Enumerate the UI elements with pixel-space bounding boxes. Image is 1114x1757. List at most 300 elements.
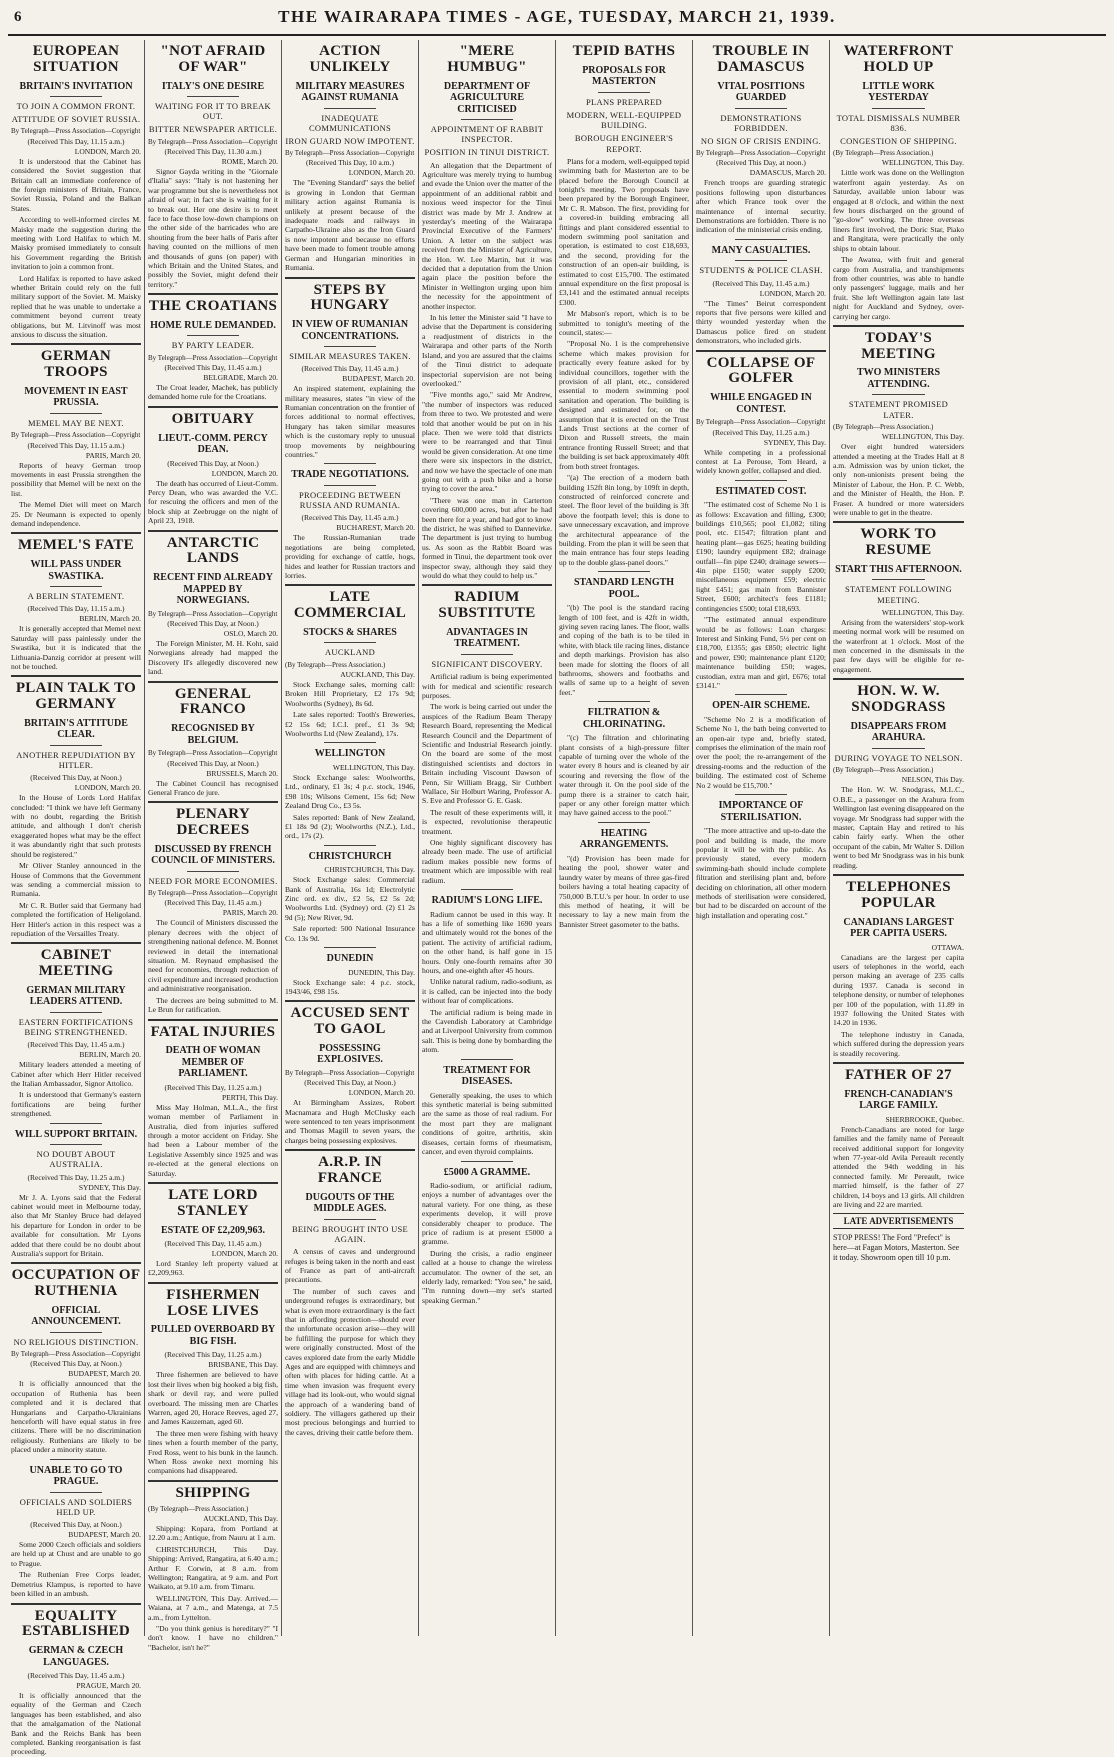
article-subheading: START THIS AFTERNOON. bbox=[835, 563, 962, 575]
column-6 bbox=[693, 40, 830, 1636]
article-paragraph: The Croat leader, Machek, has publicly demanded home rule for the Croatians. bbox=[148, 383, 278, 402]
dateline: LONDON, March 20. bbox=[211, 1249, 278, 1259]
section-divider bbox=[324, 947, 376, 948]
article-divider bbox=[422, 584, 552, 586]
article-paragraph: Generally speaking, the uses to which this synthetic material is being submitted are the same as those of real radium. For the most part they are malignant conditions of goitre, arthritis, skin diseases, certain forms of rheumatism, cancer, and even thyroid complaints. bbox=[422, 1090, 552, 1157]
article-paragraph: It is understood that Germany's eastern fortifications are being further strengthened. bbox=[11, 1090, 141, 1119]
section-divider bbox=[598, 571, 650, 572]
received-time: (Received This Day, at Noon.) bbox=[167, 619, 259, 629]
article bbox=[833, 325, 964, 518]
article bbox=[285, 742, 415, 840]
article-deck: STUDENTS & POLICE CLASH. bbox=[699, 265, 823, 276]
article-deck: APPOINTMENT OF RABBIT INSPECTOR. bbox=[430, 124, 544, 145]
article-headline: LATE COMMERCIAL bbox=[293, 589, 407, 622]
dateline: WELLINGTON, This Day. bbox=[881, 607, 964, 617]
article-subheading: BRITAIN'S ATTITUDE CLEAR. bbox=[24, 717, 128, 741]
received-time: (Received This Day, at Noon.) bbox=[167, 758, 259, 768]
late-advertisements-label: LATE ADVERTISEMENTS bbox=[833, 1213, 964, 1229]
article-paragraph: It is officially announced that the equality of the German and Czech languages has been established, and also that the amalgamation of the National Bank and the Reichs Bank has been completed. Banking reorganisation is fast proceeding. bbox=[11, 1691, 141, 1757]
article bbox=[422, 44, 552, 580]
article bbox=[285, 1149, 415, 1437]
article-paragraph: A census of caves and underground refuges is being taken in the north and east of France as part of anti-aircraft precautions. bbox=[285, 1247, 415, 1285]
article-deck: NO RELIGIOUS DISTINCTION. bbox=[13, 1336, 139, 1347]
article-paragraph: The Foreign Minister, M. H. Koht, said Norwegians already had mapped the Discovery II's allegedly discovered new land. bbox=[148, 639, 278, 677]
article-deck: TO JOIN A COMMON FRONT. bbox=[16, 101, 136, 111]
article-deck: PROCEEDING BETWEEN RUSSIA AND RUMANIA. bbox=[299, 489, 401, 511]
article-paragraph: Over eight hundred watersiders attended a meeting at the Trades Hall at 8 a.m. Admission was by union ticket, the only non-unionists present being the Minister of Labour, the Hon. P. C. Webb, and the Minister of Health, the Hon. P. Fraser. A hundred or more watersiders were unable to get in the theatre. bbox=[833, 442, 964, 518]
deck-rule bbox=[187, 871, 239, 872]
article bbox=[148, 801, 278, 1014]
article-paragraph: It is generally accepted that Memel next Saturday will pass painlessly under the Swastika, but it is indicated that the Lithuania-Danzig corridor at present will not be touched. bbox=[11, 624, 141, 671]
wire-credit: By Telegraph—Press Association—Copyright bbox=[11, 1350, 141, 1359]
article bbox=[11, 1603, 141, 1757]
article-headline: THE CROATIANS bbox=[148, 298, 278, 315]
article-paragraph: In the House of Lords Lord Halifax concluded: "I think we have left Germany with no doubt, regarding the British attitude, and although I don't cherish exaggerated hopes what may be the effect it was abundantly right that such protests should be registered." bbox=[11, 793, 141, 859]
article-paragraph: Miss May Holman, M.L.A., the first woman member of Parliament in Australia, died from injuries suffered through a motor accident on Friday. She had been a Labour member of the Legislative Assembly since 1925 and was re-elected at the general elections on Saturday. bbox=[148, 1102, 278, 1178]
article-headline: GENERAL FRANCO bbox=[174, 685, 252, 718]
dateline: LONDON, March 20. bbox=[74, 783, 141, 793]
deck-rule bbox=[50, 413, 102, 414]
article-paragraph: The Hon. W. W. Snodgrass, M.L.C., O.B.E., a passenger on the Arahura from Wellington last evening disappeared on the voyage. Mr Snodgrass had supper with the master, Captain Hay and retired to his cabin fairly early. When the other occupant of the cabin, Mr Walter S. Dillon went to bed Mr Snodgrass was in his bunk reading. bbox=[833, 785, 964, 870]
deck-rule bbox=[872, 394, 924, 395]
article-paragraph: "Five months ago," said Mr Andrew, "the number of inspectors was reduced from three to two. We protested and were told that another would be put on in his place. Then we were told that districts were to be rearranged and that Tinui would be given consideration. At one time there were six inspectors in the district, and now we have the spectacle of one man going out with a push bike and a horse trying to cover the area." bbox=[422, 390, 552, 494]
wire-credit: By Telegraph—Press Association—Copyright bbox=[11, 431, 141, 440]
article-subheading: ESTATE OF £2,209,963. bbox=[161, 1224, 265, 1236]
article-subheading: WILL SUPPORT BRITAIN. bbox=[14, 1128, 138, 1140]
article-paragraph: In his letter the Minister said "I have to advise that the Department is considering a readjustment of districts in the Wairarapa and other parts of the North Island, and you are assured that the claims of the Tinui district to adequate inspectorial supervision are not being overlooked." bbox=[422, 313, 552, 388]
masthead bbox=[8, 0, 1106, 36]
article-subheading: STOCKS & SHARES bbox=[303, 626, 397, 638]
received-time: (Received This Day, 11.45 a.m.) bbox=[164, 1239, 262, 1249]
section-divider bbox=[461, 889, 513, 890]
article-paragraph: Three fishermen are believed to have lost their lives when big hooked a big fish, shark or devil ray, and were pulled overboard. The missing men are Charles Warren, aged 20, Horace Reeves, aged 27, and James Kauzeman, aged 60. bbox=[148, 1370, 278, 1427]
stop-press-advert: STOP PRESS! The Ford "Prefect" is here—at Fagan Motors, Masterton. See it today. Showroom open till 10 p.m. bbox=[833, 1233, 960, 1263]
deck-rule bbox=[50, 1492, 102, 1493]
article-subheading: GERMAN & CZECH LANGUAGES. bbox=[28, 1645, 124, 1668]
article-paragraph: Mr J. A. Lyons said that the Federal cabinet would meet in Melbourne today, also that Mr Stanley Bruce had delayed his departure for London in order to be available for consultation. Mr Lyons added that there could be no doubt about Australia's support for Britain. bbox=[11, 1192, 141, 1258]
dateline: BUCHAREST, March 20. bbox=[336, 523, 415, 533]
article-subheading: VITAL POSITIONS GUARDED bbox=[717, 80, 805, 103]
article-deck: A BERLIN STATEMENT. bbox=[27, 591, 125, 602]
dateline: PARIS, March 20. bbox=[222, 908, 278, 918]
article-paragraph: The decrees are being submitted to M. Le Brun for ratification. bbox=[148, 995, 278, 1015]
article bbox=[285, 845, 415, 943]
article-paragraph: The Council of Ministers discussed the plenary decrees with the object of strengthening national defence. M. Bonnet reviewed in detail the international situation. M. Reynaud emphasised the need for economies, through reduction of civil expenditure and increased production and administrative reorganisation. bbox=[148, 918, 278, 994]
dateline: NELSON, This Day. bbox=[901, 775, 964, 785]
deck-rule bbox=[187, 96, 239, 97]
article-headline: EQUALITY ESTABLISHED bbox=[21, 1607, 131, 1640]
section-divider bbox=[50, 1123, 102, 1124]
article bbox=[559, 44, 689, 567]
article-paragraph: The Memel Diet will meet on March 25. Dr Neumann is expected to openly demand independence. bbox=[11, 500, 141, 528]
article bbox=[285, 947, 415, 996]
article bbox=[559, 822, 689, 929]
article-deck: ATTITUDE OF SOVIET RUSSIA. bbox=[11, 114, 141, 125]
article-deck: BY PARTY LEADER. bbox=[171, 340, 255, 351]
article-subheading: HOME RULE DEMANDED. bbox=[150, 319, 276, 331]
article-subheading: PROPOSALS FOR MASTERTON bbox=[582, 64, 666, 88]
received-time: (Received This Day, 11.45 a.m.) bbox=[164, 898, 262, 908]
deck-rule bbox=[872, 748, 924, 749]
article-paragraph: According to well-informed circles M. Maisky made the suggestion during the meeting with Lord Halifax to which M. Maisky promised immediately to consult his Government regarding the British invitation to join a common front. bbox=[11, 215, 141, 272]
article-paragraph: Plans for a modern, well-equipped tepid swimming bath for Masterton are to be placed before the Borough Council at tonight's meeting. Two proposals have been prepared by the Borough Engineer, Mr C. R. Mabson. The first, providing for a covered-in building embracing all fittings and plant considered essential to modern swimming pool sanitation and operation, is estimated to cost £18,693, and the second, providing for the construction of an open-air building, is estimated to cost £15,700. The estimated annual expenditure on the first proposal is £3,141 and the estimated annual receipts £300. bbox=[559, 156, 689, 307]
article-headline: FISHERMEN LOSE LIVES bbox=[166, 1286, 260, 1319]
wire-credit: (By Telegraph—Press Association.) bbox=[148, 1504, 249, 1513]
article bbox=[285, 277, 415, 460]
deck-rule bbox=[735, 108, 787, 109]
article-subheading: IN VIEW OF RUMANIAN CONCENTRATIONS. bbox=[291, 319, 409, 342]
article-paragraph: Lord Stanley left property valued at £2,209,963. bbox=[148, 1259, 278, 1278]
article-subheading: LIEUT.-COMM. PERCY DEAN. bbox=[158, 432, 268, 456]
article-paragraph: The Awatea, with fruit and general cargo from Australia, and transhipments from other countries, was able to handle only passengers' luggage, mails and her fruit. She left Wellington again late last night for Auckland and Sydney, over-carrying her cargo. bbox=[833, 255, 964, 321]
article-subheading: IMPORTANCE OF STERILISATION. bbox=[718, 800, 804, 823]
received-time: (Received This Day, 11.15 a.m.) bbox=[27, 440, 125, 450]
deck-rule bbox=[50, 1012, 102, 1013]
article-paragraph: French troops are guarding strategic positions following upon disturbances after which France took over the maintenance of internal security. Demonstrations are forbidden. There is no indication of the ministerial crisis ending. bbox=[696, 178, 826, 235]
deck-rule bbox=[461, 654, 513, 655]
article bbox=[833, 44, 964, 321]
article-paragraph: Some 2000 Czech officials and soldiers are held up at Chust and are unable to go to Prague. bbox=[11, 1540, 141, 1568]
article-deck: BOROUGH ENGINEER'S REPORT. bbox=[574, 133, 674, 154]
deck-rule bbox=[50, 96, 102, 97]
section-divider bbox=[461, 1059, 513, 1060]
article-deck: IRON GUARD NOW IMPOTENT. bbox=[285, 135, 415, 146]
dateline: CHRISTCHURCH, This Day. bbox=[324, 865, 415, 875]
article-divider bbox=[11, 675, 141, 677]
article-divider bbox=[148, 1019, 278, 1021]
dateline: WELLINGTON, This Day. bbox=[881, 158, 964, 168]
article-subheading: HEATING ARRANGEMENTS. bbox=[579, 827, 669, 851]
article bbox=[696, 239, 826, 346]
article-paragraph: Late sales reported: Tooth's Breweries, £2 15s 6d; I.C.I. pref., £1 3s 9d; Woolworths Ltd (New Zealand), 17s. bbox=[285, 710, 415, 738]
article-paragraph: The result of these experiments will, it is expected, revolutionise therapeutic treatment. bbox=[422, 807, 552, 836]
article bbox=[696, 694, 826, 790]
article-paragraph: WELLINGTON, This Day. Arrived.—Waiana, at 7 a.m., and Matenga, at 7.5 a.m., from Lyttelton. bbox=[148, 1593, 278, 1622]
article-paragraph: Arising from the watersiders' stop-work meeting normal work will be resumed on the waterfront at 1 o'clock. Most of the men concerned in the dismissals in the past few days will be eligible for re-engagement. bbox=[833, 617, 964, 674]
article-deck: SIMILAR MEASURES TAKEN. bbox=[289, 351, 411, 362]
article-divider bbox=[11, 1603, 141, 1605]
dateline: AUCKLAND, This Day. bbox=[340, 669, 415, 679]
section-divider bbox=[735, 480, 787, 481]
deck-rule bbox=[50, 745, 102, 746]
article-divider bbox=[148, 530, 278, 532]
article-headline: "MERE HUMBUG" bbox=[447, 43, 527, 75]
article-subheading: POSSESSING EXPLOSIVES. bbox=[317, 1042, 383, 1066]
article-deck: MEMEL MAY BE NEXT. bbox=[28, 417, 124, 428]
article-paragraph: Signor Gayda writing in the "Giornale d'Italia" says: "Italy is not hastening her war programme but she is nevertheless not afraid of war; in fact she is waiting for it to break out. Her one desire is to meet face to face those low-down champions on the other side of the barricades who are shouting from the beer halls of Paris after having counted on the millions of men and thousands of guns (on paper) with which Britain and the United States, and possibly the Soviet, might defend their territory." bbox=[148, 166, 278, 289]
dateline: SYDNEY, This Day. bbox=[763, 437, 826, 447]
article-deck: NEED FOR MORE ECONOMIES. bbox=[148, 875, 278, 886]
deck-rule bbox=[324, 642, 376, 643]
article-paragraph: Stock Exchange sales: Commercial Bank of Australia, 16s 1d; Electrolytic Zinc ord. ex div., £2 5s, £2 5s 2d; Woolworths Ltd. (Sydney) ord. (2) £1 2s 9d (5); New River, 9d. bbox=[285, 875, 415, 922]
article-subheading: FRENCH-CANADIAN'S LARGE FAMILY. bbox=[844, 1088, 953, 1112]
deck-rule bbox=[324, 108, 376, 109]
article bbox=[11, 675, 141, 938]
article-paragraph: Radio-sodium, or artificial radium, enjoys a number of advantages over the natural variety. For one thing, as these experiments develop, it will prove considerably cheaper to produce. The price of radium is at present £5000 a gramme. bbox=[422, 1181, 552, 1247]
article-subheading: MILITARY MEASURES AGAINST RUMANIA bbox=[295, 80, 405, 103]
article-divider bbox=[148, 1282, 278, 1284]
columns-grid bbox=[8, 40, 1106, 1757]
article-paragraph: "(d) Provision has been made for heating the pool, shower water and laundry water by means of three gas-fired boilers having a total heating capacity of 750,000 B.T.U.'s per hour. In order to use this method of heating, it will be necessary to lay a new main from the Bannister Street gasometer to the baths. bbox=[559, 853, 689, 929]
article-divider bbox=[148, 681, 278, 683]
wire-credit: (By Telegraph—Press Association.) bbox=[285, 660, 386, 669]
wire-credit: By Telegraph—Press Association—Copyright bbox=[285, 149, 415, 158]
article-divider bbox=[285, 1000, 415, 1002]
article-subheading: DUNEDIN bbox=[326, 953, 374, 965]
page-number: 6 bbox=[14, 8, 22, 25]
article-paragraph: Stock Exchange sale: 4 p.c. stock, 1943/46, £98 15s. bbox=[285, 977, 415, 996]
article-subheading: UNABLE TO GO TO PRAGUE. bbox=[29, 1464, 123, 1488]
article-headline: A.R.P. IN FRANCE bbox=[317, 1154, 383, 1187]
dateline: LONDON, March 20. bbox=[74, 146, 141, 156]
article-divider bbox=[833, 1062, 964, 1064]
article-subheading: WILL PASS UNDER SWASTIKA. bbox=[30, 559, 122, 582]
dateline: ROME, March 20. bbox=[221, 156, 278, 166]
dateline: OTTAWA. bbox=[931, 942, 964, 952]
dateline: LONDON, March 20. bbox=[759, 288, 826, 298]
article bbox=[422, 1161, 552, 1306]
received-time: (Received This Day, 11.25 a.m.) bbox=[27, 1172, 125, 1182]
article-deck: NO SIGN OF CRISIS ENDING. bbox=[700, 135, 822, 146]
article bbox=[833, 1062, 964, 1209]
article-subheading: RECENT FIND ALREADY MAPPED BY NORWEGIANS. bbox=[153, 572, 273, 607]
article-subheading: RECOGNISED BY BELGIUM. bbox=[171, 723, 255, 746]
article-paragraph: Military leaders attended a meeting of Cabinet after which Herr Hitler received the Italian Ambassador, Signor Attolico. bbox=[11, 1060, 141, 1089]
article-subheading: TREATMENT FOR DISEASES. bbox=[443, 1064, 531, 1088]
deck-rule bbox=[872, 108, 924, 109]
article-headline: ANTARCTIC LANDS bbox=[166, 534, 260, 567]
article-headline: FATHER OF 27 bbox=[845, 1066, 952, 1083]
article bbox=[696, 350, 826, 476]
article-subheading: TWO MINISTERS ATTENDING. bbox=[856, 367, 941, 390]
article-divider bbox=[11, 343, 141, 345]
article-divider bbox=[833, 678, 964, 680]
article-paragraph: "(c) The filtration and chlorinating plant consists of a high-pressure filter capable of turning over the whole of the water every 8 hours and is cleaned by air scouring and reversing the flow of the water through it. On the pool side of the pump there is a strainer to catch hair, paper or any other foreign matter which may have gained access to the pool." bbox=[559, 733, 689, 818]
article-headline: PLENARY DECREES bbox=[175, 806, 251, 839]
article-deck: AUCKLAND bbox=[324, 647, 376, 658]
received-time: (Received This Day, 10 a.m.) bbox=[306, 158, 394, 168]
article-headline: PLAIN TALK TO GERMANY bbox=[15, 680, 137, 713]
section-divider bbox=[735, 694, 787, 695]
article-divider bbox=[148, 293, 278, 295]
article bbox=[285, 1000, 415, 1145]
article bbox=[833, 678, 964, 870]
column-4 bbox=[419, 40, 556, 1636]
deck-rule bbox=[461, 119, 513, 120]
article-paragraph: While competing in a professional contest at La Perouse, Tom Heard, a widely known golfer, collapsed and died. bbox=[696, 447, 826, 476]
deck-rule bbox=[598, 92, 650, 93]
section-divider bbox=[598, 701, 650, 702]
article bbox=[148, 1480, 278, 1652]
article bbox=[11, 1262, 141, 1454]
section-divider bbox=[598, 822, 650, 823]
article-headline: WATERFRONT HOLD UP bbox=[843, 43, 954, 75]
article-paragraph: The "Evening Standard" says the belief is growing in London that German military action against Rumania is unlikely at present because of the inadequate roads and railways in Carpatho-Ukraine also as the Iron Guard is now impotent and because no efforts have been made to foment trouble among German and Hungarian minorities in Rumania. bbox=[285, 178, 415, 273]
article bbox=[11, 942, 141, 1118]
wire-credit: (By Telegraph—Press Association.) bbox=[833, 149, 934, 158]
received-time: (Received This Day, 11.45 a.m.) bbox=[712, 278, 810, 288]
article-subheading: LITTLE WORK YESTERDAY bbox=[862, 80, 935, 103]
article-deck: POSITION IN TINUI DISTRICT. bbox=[424, 147, 550, 158]
dateline: LONDON, March 20. bbox=[348, 1088, 415, 1098]
received-time: (Received This Day, 11.45 a.m.) bbox=[27, 1040, 125, 1050]
article-divider bbox=[148, 801, 278, 803]
article-paragraph: It is understood that the Cabinet has considered the Soviet suggestion that Britain call an immediate conference of the foreign ministers of Britain, France, Soviet Russia, Poland and the Balkan States. bbox=[11, 156, 141, 213]
dateline: LONDON, March 20. bbox=[348, 168, 415, 178]
article-subheading: £5000 A GRAMME. bbox=[443, 1166, 531, 1178]
dateline: LONDON, March 20. bbox=[211, 468, 278, 478]
article-subheading: MOVEMENT IN EAST PRUSSIA. bbox=[24, 385, 128, 409]
article-paragraph: Stock Exchange sales, morning call: Broken Hill Proprietary, £2 17s 9d; Woolworths (Sydney), 8s 6d. bbox=[285, 679, 415, 708]
article-deck: STATEMENT PROMISED LATER. bbox=[848, 399, 949, 420]
article-subheading: ESTIMATED COST. bbox=[715, 485, 807, 497]
article-divider bbox=[11, 532, 141, 534]
deck-rule bbox=[324, 1219, 376, 1220]
article-paragraph: An inspired statement, explaining the military measures, states "in view of the Rumanian concentration on the frontier of forces additional to normal effectives, Hungary has taken similar measures which is the customary reply to unusual troop movements by neighbouring countries." bbox=[285, 384, 415, 460]
article-headline: WORK TO RESUME bbox=[860, 526, 937, 559]
article bbox=[148, 293, 278, 402]
article-divider bbox=[148, 1480, 278, 1482]
dateline: BUDAPEST, March 20. bbox=[68, 1530, 141, 1540]
section-divider bbox=[461, 1161, 513, 1162]
dateline: AUCKLAND, This Day. bbox=[203, 1513, 278, 1523]
article-subheading: DISCUSSED BY FRENCH COUNCIL OF MINISTERS. bbox=[151, 843, 275, 867]
received-time: (Received This Day, 11.45 a.m.) bbox=[164, 363, 262, 373]
article-paragraph: "The estimated cost of Scheme No 1 is as follows: Excavation and filling, £300; buildings £10,565; pool £1,082; tiling pool, etc. £1547; filtration plant and heating plant—gas £625; heating building £190; laundry equipment £82; drainage outfall—fin pipe £240; drainage sewers—4in pipe £150; water supply £200; miscellaneous equipment £59; electric light £451; gas main from Bannister Street, £600; architect's fees £1181; contingencies £500; total £18,693. bbox=[696, 500, 826, 613]
article-paragraph: "There was one man in Carterton covering 600,000 acres, but after he had been there for a year, and had got to know the district, he was shifted to Dannevirke. The department is just trying to humbug us. As soon as the Rabbit Board was formed in Tinui, the department took over inspector sway, although they said they would do what they could to help us." bbox=[422, 495, 552, 581]
article-headline: HON. W. W. SNODGRASS bbox=[851, 683, 946, 716]
article-subheading: ITALY'S ONE DESIRE bbox=[161, 80, 265, 92]
article bbox=[696, 480, 826, 691]
received-time: (Received This Day, 11.45 a.m.) bbox=[301, 364, 399, 374]
article bbox=[285, 463, 415, 580]
article-headline: TELEPHONES POPULAR bbox=[846, 879, 951, 911]
article-paragraph: Sales reported: Bank of New Zealand, £1 18s 9d (2); Woolworths (N.Z.), Ltd., ord., 17s (2). bbox=[285, 812, 415, 841]
article bbox=[11, 1123, 141, 1259]
article-deck: CONGESTION OF SHIPPING. bbox=[840, 135, 957, 146]
article-deck: PLANS PREPARED bbox=[586, 96, 662, 107]
article-headline: RADIUM SUBSTITUTE bbox=[438, 589, 536, 622]
article-headline: STEPS BY HUNGARY bbox=[310, 281, 390, 314]
dateline: PRAGUE, March 20. bbox=[76, 1681, 141, 1691]
received-time: (Received This Day, at Noon.) bbox=[30, 1359, 122, 1369]
column-5 bbox=[556, 40, 693, 1636]
deck-rule bbox=[50, 1144, 102, 1145]
article-paragraph: Little work was done on the Wellington waterfront again yesterday. As on Saturday, available union labour was engaged at 8 o'clock, and within the next few hours discharged on the ground of "go-slow" working. The three overseas liners first involved, the Doric Star, Piako and Rangitata, were practically the only ships to obtain labour. bbox=[833, 168, 964, 253]
article-deck: DEMONSTRATIONS FORBIDDEN. bbox=[720, 112, 802, 133]
article-paragraph: "The Times" Beirut correspondent reports that five persons were killed and thirty wounded yesterday when the Damascus police fired on student demonstrators, who included girls. bbox=[696, 298, 826, 346]
article-paragraph: During the crisis, a radio engineer called at a house to change the wireless accumulator. The owner of the set, an elderly lady, remarked: "You see," he said, "I'm running down—my set's started speaking German." bbox=[422, 1248, 552, 1305]
article-headline: OBITUARY bbox=[171, 410, 255, 427]
article bbox=[11, 44, 141, 339]
article-deck: EASTERN FORTIFICATIONS BEING STRENGTHENED. bbox=[18, 1016, 134, 1038]
received-time: (Received This Day, at noon.) bbox=[716, 158, 806, 168]
dateline: BUDAPEST, March 20. bbox=[68, 1369, 141, 1379]
article-subheading: CANADIANS LARGEST PER CAPITA USERS. bbox=[843, 916, 954, 940]
article bbox=[422, 1059, 552, 1157]
column-2 bbox=[145, 40, 282, 1652]
wire-credit: By Telegraph—Press Association—Copyright bbox=[11, 127, 141, 136]
column-7 bbox=[830, 40, 967, 1636]
article-paragraph: Canadians are the largest per capita users of telephones in the world, each person making an average of 235 calls during 1937. Canada is second in telephone density, or number of telephones per 100 of the population, with 11.89 in 1937 following the United States with 14.20 in 1936. bbox=[833, 952, 964, 1028]
article-paragraph: The death has occurred of Lieut-Comm. Percy Dean, who was awarded the V.C. for rescuing the officers and men of the block ship at Zeebrugge on the night of April 23, 1918. bbox=[148, 478, 278, 526]
article-divider bbox=[11, 942, 141, 944]
article bbox=[422, 889, 552, 1055]
dateline: SHERBROOKE, Quebec. bbox=[885, 1114, 964, 1124]
article bbox=[559, 701, 689, 818]
article-subheading: FILTRATION & CHLORINATING. bbox=[582, 707, 666, 730]
article-headline: TODAY'S MEETING bbox=[861, 329, 936, 362]
section-divider bbox=[324, 463, 376, 464]
section-divider bbox=[324, 845, 376, 846]
article bbox=[696, 794, 826, 920]
dateline: WELLINGTON, This Day. bbox=[332, 762, 415, 772]
received-time: (Received This Day, at Noon.) bbox=[30, 1520, 122, 1530]
dateline: PERTH, This Day. bbox=[221, 1092, 278, 1102]
dateline: WELLINGTON, This Day. bbox=[881, 432, 964, 442]
article bbox=[148, 1019, 278, 1179]
article-subheading: GERMAN MILITARY LEADERS ATTEND. bbox=[26, 984, 126, 1008]
article bbox=[833, 521, 964, 674]
article-subheading: DEPARTMENT OF AGRICULTURE CRITICISED bbox=[443, 80, 531, 115]
deck-rule bbox=[50, 586, 102, 587]
dateline: BUDAPEST, March 20. bbox=[342, 374, 415, 384]
article-subheading: OPEN-AIR SCHEME. bbox=[712, 700, 810, 712]
article-headline: SHIPPING bbox=[175, 1484, 251, 1501]
article bbox=[148, 681, 278, 798]
article-paragraph: At Birmingham Assizes, Robert Macnamara and Hugh McClusky each were sentenced to ten years imprisonment and Thomas Magill to seven years, the charges being possessing explosives. bbox=[285, 1098, 415, 1145]
article-subheading: TRADE NEGOTIATIONS. bbox=[291, 469, 409, 481]
article-headline: COLLAPSE OF GOLFER bbox=[706, 354, 816, 387]
article-paragraph: Mr C. R. Butler said that Germany had completed the fortification of Heligoland. Herr Hitler's action in this respect was a repudiation of the Versailles Treaty. bbox=[11, 900, 141, 938]
article-subheading: DISAPPEARS FROM ARAHURA. bbox=[850, 720, 947, 744]
article bbox=[696, 44, 826, 235]
dateline: PARIS, March 20. bbox=[85, 450, 141, 460]
article-subheading: CHRISTCHURCH bbox=[308, 850, 392, 862]
article-paragraph: Lord Halifax is reported to have asked whether Britain could rely on the full military support of the Soviet. M. Maisky replied that he was unable to undertake a commitment beyond current treaty obligations, but M. Litvinoff was most anxious to discuss the situation. bbox=[11, 273, 141, 340]
article-deck: TOTAL DISMISSALS NUMBER 836. bbox=[836, 112, 961, 133]
article-paragraph: "The more attractive and up-to-date the pool and building is made, the more popular it will be with the public. As previously stated, every modern swimming-bath should include complete filtration and sterilising plant and, before deciding on chlorination, all other modern methods of sterilisation were considered, but had to be discarded on account of the high installation and operating cost." bbox=[696, 826, 826, 920]
article-divider bbox=[833, 325, 964, 327]
article-paragraph: "Do you think genius is hereditary?" "I don't know. I have no children." "Bachelor, isn't he?" bbox=[148, 1624, 278, 1652]
article-paragraph: The artificial radium is being made in the Cavendish Laboratory at Cambridge and at Liverpool University from common salt. This is being done by bombarding the atom. bbox=[422, 1007, 552, 1055]
dateline: DAMASCUS, March 20. bbox=[749, 168, 826, 178]
article-paragraph: One highly significant discovery has already been made. The use of artificial radium makes possible new forms of treatment which are impossible with real radium. bbox=[422, 838, 552, 885]
article-paragraph: "(a) The erection of a modern bath building 152ft 8in long, by 109ft in depth, constructed of reinforced concrete and steel. The floor level of the building is 3ft above the footpath level; this is done to save unnecessary excavation, and improve the architectural appearance of the building. From the plan it will be seen that the main entrance has four steps leading up to the double glass-panel doors." bbox=[559, 473, 689, 567]
wire-credit: By Telegraph—Press Association—Copyright bbox=[285, 1068, 415, 1077]
article-divider bbox=[285, 1149, 415, 1151]
received-time: (Received This Day, 11.25 a.m.) bbox=[712, 427, 810, 437]
article-paragraph: The Ruthenian Free Corps leader, Demetrius Klampus, is reported to have been killed in an ambush. bbox=[11, 1570, 141, 1599]
article-paragraph: Sale reported: 500 National Insurance Co. 13s 9d. bbox=[285, 924, 415, 943]
article-subheading: WELLINGTON bbox=[314, 748, 386, 760]
article-paragraph: Stock Exchange sales: Woolworths, Ltd., ordinary, £1 3s; 4 p.c. stock, 1946, £98 10s; Wilsons Cement, 15s 6d; New Zealand Drug Co., £3 5s. bbox=[285, 772, 415, 811]
article bbox=[11, 343, 141, 528]
article-paragraph: The three men were fishing with heavy lines when a fourth member of the party, Fred Ross, went to his bunk in the launch. When Ross awoke next morning his companions had disappeared. bbox=[148, 1428, 278, 1476]
article-headline: FATAL INJURIES bbox=[150, 1023, 276, 1040]
article-paragraph: The work is being carried out under the auspices of the Radium Beam Therapy Research Board, representing the Medical Research Council and the Department of Scientific and Industrial Research jointly. On the board are some of the most distinguished scientists and doctors in Britain including Viscount Dawson of Penn, Sir William Bragg, Sir Cuthbert Wallace, Sir Holburt Waring, Professor A. S. Eve and Professor G. E. Gask. bbox=[422, 702, 552, 806]
article-paragraph: Artificial radium is being experimented with for medical and scientific research purposes. bbox=[422, 672, 552, 700]
dateline: OSLO, March 20. bbox=[223, 629, 278, 639]
article-paragraph: "Scheme No 2 is a modification of Scheme No 1, the bath being converted to an open-air type and, briefly stated, comprises the elimination of the main roof over the pool; the re-arrangement of the dressing-rooms and the reduction of the building. The estimated cost of Scheme No 2 would be £15,700." bbox=[696, 714, 826, 790]
article-subheading: BRITAIN'S INVITATION bbox=[19, 80, 133, 92]
wire-credit: By Telegraph—Press Association—Copyright bbox=[148, 609, 278, 618]
deck-rule bbox=[187, 335, 239, 336]
received-time: (Received This Day, 11.45 a.m.) bbox=[27, 1671, 125, 1681]
received-time: (Received This Day, at Noon.) bbox=[167, 458, 259, 468]
received-time: (Received This Day, 11.25 a.m.) bbox=[164, 1350, 262, 1360]
article-deck: ANOTHER REPUDIATION BY HITLER. bbox=[16, 749, 136, 771]
